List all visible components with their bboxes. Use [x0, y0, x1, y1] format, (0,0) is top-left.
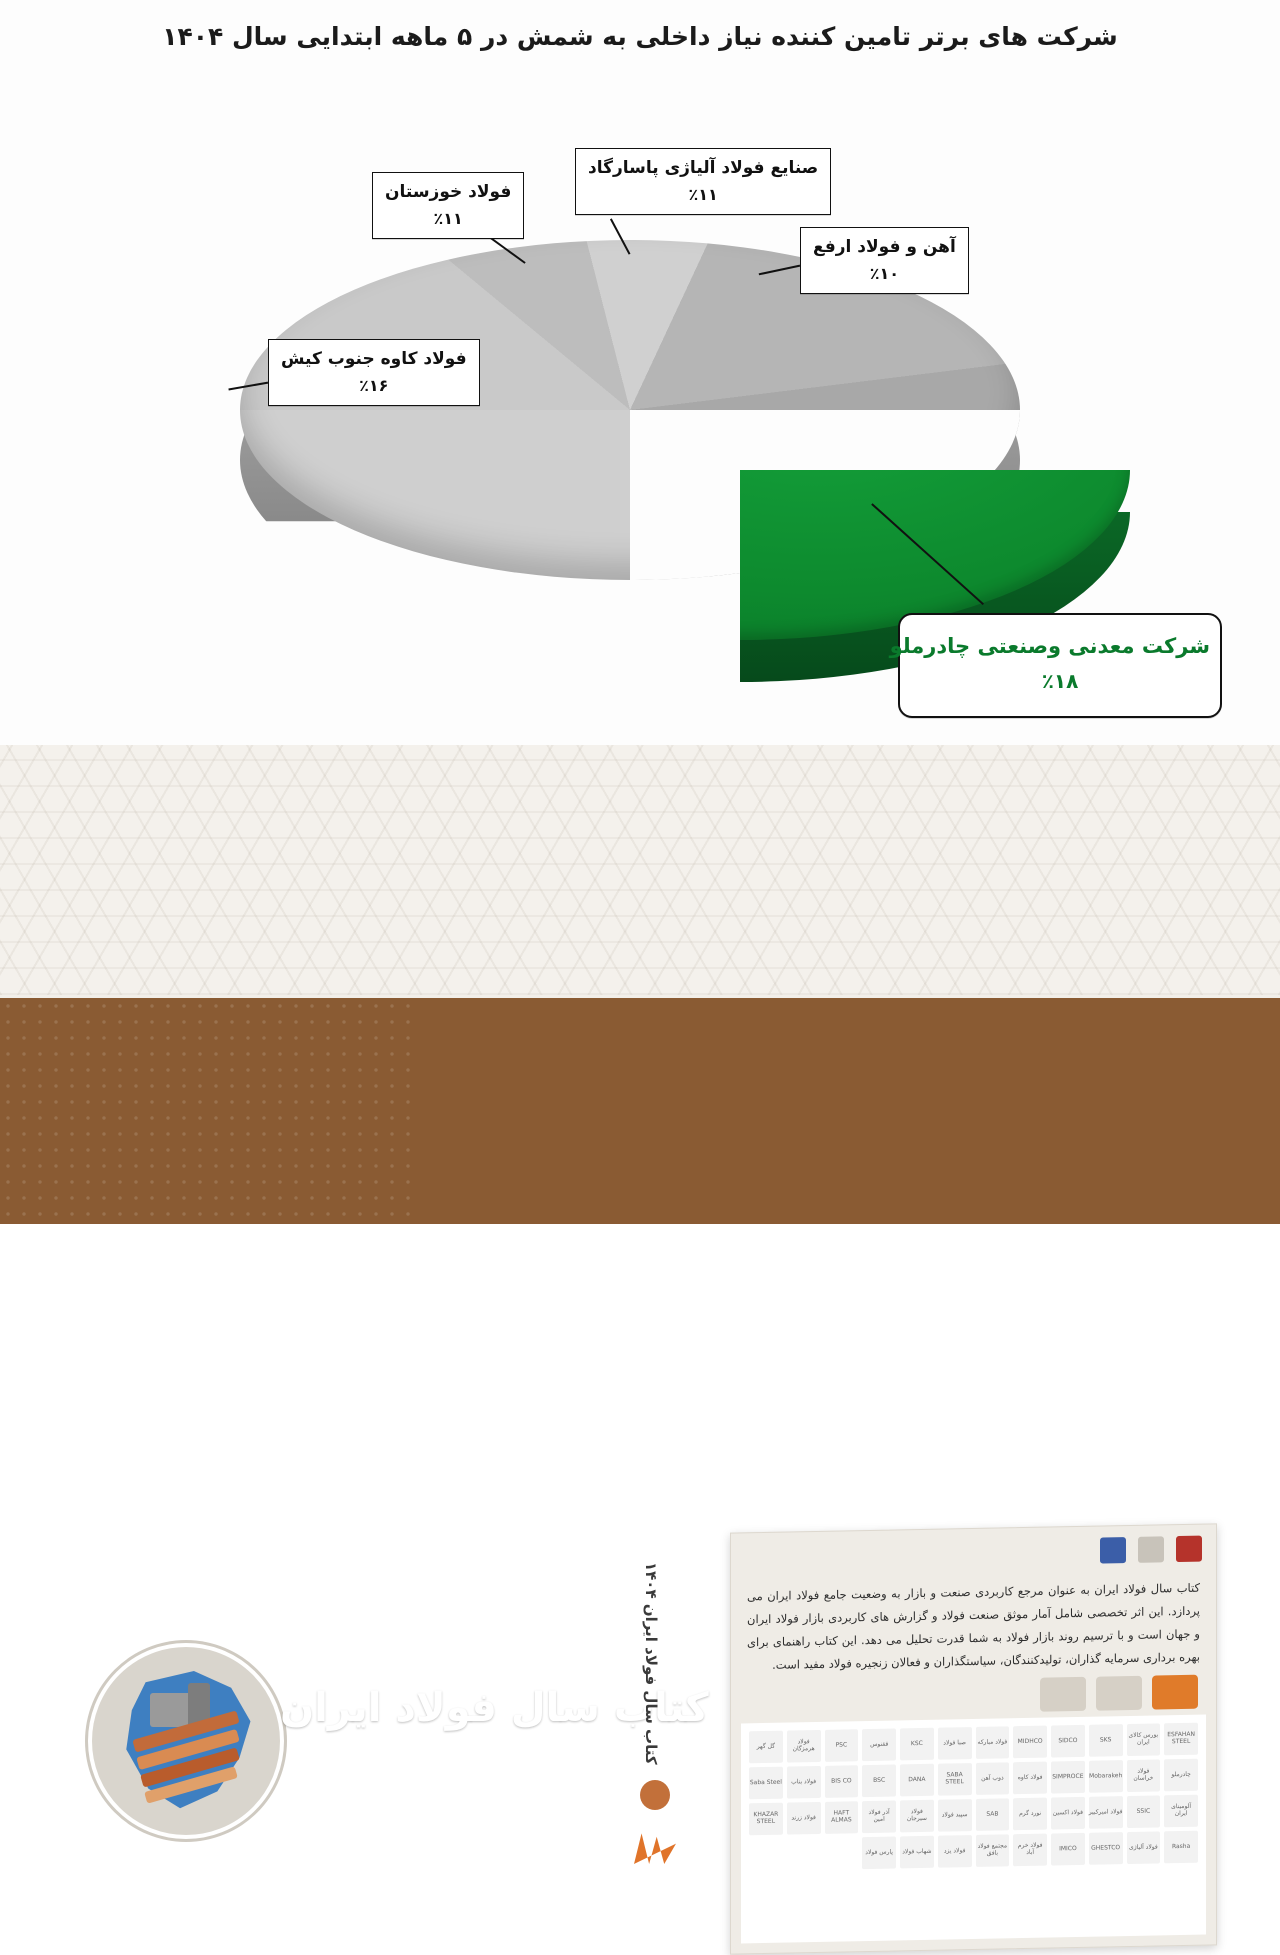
sponsor-logo: فولاد خراسان [1127, 1759, 1161, 1792]
callout-pasargad-name: صنایع فولاد آلیاژی پاسارگاد [588, 158, 819, 178]
sponsor-logo: فولاد سیرجان [900, 1800, 934, 1833]
back-cover-text: کتاب سال فولاد ایران به عنوان مرجع کاربردی صنعت و بازار به وضعیت جامع فولاد ایران می پردازد. این اثر تخصصی شامل آمار موثق صنعت فولاد و گزارش های کاربردی بازار فولاد ایران و جهان است و با ترسیم روند بازار فولاد به شما قدرت تحلیل می دهد. این کتاب راهنمای برای بهره برداری سرمایه گذاران، تولیدکنندگان، سیاستگذاران و فعالان زنجیره فولاد مفید است. [747, 1580, 1200, 1672]
sponsor-logo-grid [741, 1715, 1206, 1944]
sponsor-logo: آذر فولاد امین [862, 1800, 896, 1833]
book-title: کتاب سال فولاد ایران [280, 1685, 709, 1731]
sponsor-logo: مجتمع فولاد بافق [976, 1834, 1010, 1867]
chart-panel [0, 0, 1280, 745]
sponsor-logo: فولاد امیرکبیر [1089, 1796, 1123, 1829]
promo-pattern [0, 745, 1280, 995]
callout-chadormalu [889, 613, 1222, 718]
partner-mark-icon [1096, 1676, 1142, 1711]
sponsor-logo: HAFT ALMAS [825, 1801, 859, 1834]
callout-pasargad-pct: ٪۱۱ [688, 184, 718, 204]
sponsor-logo: شهاب فولاد [900, 1836, 934, 1869]
callout-khuzestan-pct: ٪۱۱ [433, 208, 463, 228]
callout-chadormalu-name: شرکت معدنی وصنعتی چادرملو [889, 634, 1210, 658]
logo-iran-emblem [1100, 1536, 1126, 1564]
sponsor-logo: فولاد آلیاژی [1127, 1831, 1161, 1864]
back-cover-marks [1040, 1675, 1198, 1712]
callout-khuzestan [372, 172, 524, 239]
sponsor-logo: نورد گرم [1013, 1798, 1047, 1831]
callout-kaveh-name: فولاد کاوه جنوب کیش [281, 349, 467, 369]
promo-band [0, 745, 1280, 1857]
sponsor-logo: صبا فولاد [938, 1727, 972, 1760]
sponsor-logo: فولاد کاوه [1013, 1762, 1047, 1795]
sponsor-logo: گل گهر [749, 1731, 783, 1764]
promo-dot-texture [0, 998, 420, 1224]
sponsor-logo: SABA STEEL [938, 1763, 972, 1796]
sponsor-logo: SSIC [1127, 1795, 1161, 1828]
sponsor-logo: آلومینای ایران [1164, 1795, 1198, 1828]
sponsor-logo: Rasha [1164, 1831, 1198, 1864]
partner-mark-icon [1040, 1677, 1086, 1712]
book-year: ۱۴۰۴ [300, 1745, 462, 1822]
sponsor-logo: SKS [1089, 1724, 1123, 1757]
sponsor-logo: PSC [825, 1729, 859, 1762]
sponsor-logo: ققنوس [862, 1728, 896, 1761]
callout-chadormalu-pct: ٪۱۸ [1041, 669, 1079, 694]
book-back-cover [730, 1523, 1217, 1954]
sponsor-logo: SAB [976, 1798, 1010, 1831]
sponsor-logo: سپید فولاد [938, 1799, 972, 1832]
sponsor-logo: فولاد هرمزگان [787, 1730, 821, 1763]
callout-kaveh [268, 339, 480, 406]
chart-title: شرکت های برتر تامین کننده نیاز داخلی به شمش در ۵ ماهه ابتدایی سال ۱۴۰۴ [162, 22, 1118, 51]
publisher-logo-icon [640, 1780, 670, 1810]
callout-pasargad [575, 148, 831, 215]
sponsor-logo: KHAZAR STEEL [749, 1803, 783, 1836]
sponsor-logo: ذوب آهن [976, 1762, 1010, 1795]
book-cover-badge [88, 1643, 284, 1839]
callout-arfa [800, 227, 969, 294]
sponsor-logo: Mobarakeh [1089, 1760, 1123, 1793]
logo-industry [1138, 1535, 1164, 1563]
logo-imidro [1176, 1535, 1202, 1563]
sponsor-logo: MIDHCO [1013, 1726, 1047, 1759]
sponsor-logo: Saba Steel [749, 1767, 783, 1800]
sponsor-logo: فولاد خرم آباد [1013, 1834, 1047, 1867]
callout-arfa-name: آهن و فولاد ارفع [813, 237, 956, 257]
sponsor-logo: فولاد یزد [938, 1835, 972, 1868]
partner-mark-icon [1152, 1675, 1198, 1710]
sponsor-logo: پارس فولاد [862, 1836, 896, 1869]
callout-arfa-pct: ٪۱۰ [869, 263, 900, 283]
sponsor-logo: KSC [900, 1728, 934, 1761]
sponsor-logo: SIDCO [1051, 1725, 1085, 1758]
back-cover-top-logos [1100, 1535, 1202, 1565]
sponsor-logo: GHESTCO [1089, 1832, 1123, 1865]
sponsor-logo: BIS CO [825, 1765, 859, 1798]
callout-khuzestan-name: فولاد خوزستان [385, 182, 512, 202]
callout-kaveh-pct: ٪۱۶ [359, 375, 389, 395]
sponsor-logo: چادرملو [1164, 1759, 1198, 1792]
sponsor-logo: بورس کالای ایران [1127, 1723, 1161, 1756]
sponsor-logo: فولاد بناب [787, 1766, 821, 1799]
brand-mark-icon [634, 1830, 676, 1864]
book-spine-text: کتاب سال فولاد ایران ۱۴۰۴ [642, 1562, 660, 1765]
sponsor-logo: فولاد زرند [787, 1802, 821, 1835]
sponsor-logo: فولاد مبارکه [976, 1726, 1010, 1759]
sponsor-logo: IMICO [1051, 1833, 1085, 1866]
sponsor-logo: DANA [900, 1764, 934, 1797]
sponsor-logo: ESFAHAN STEEL [1164, 1723, 1198, 1756]
sponsor-logo: فولاد اکسین [1051, 1797, 1085, 1830]
sponsor-logo: SIMPROCE [1051, 1761, 1085, 1794]
sponsor-logo: BSC [862, 1764, 896, 1797]
